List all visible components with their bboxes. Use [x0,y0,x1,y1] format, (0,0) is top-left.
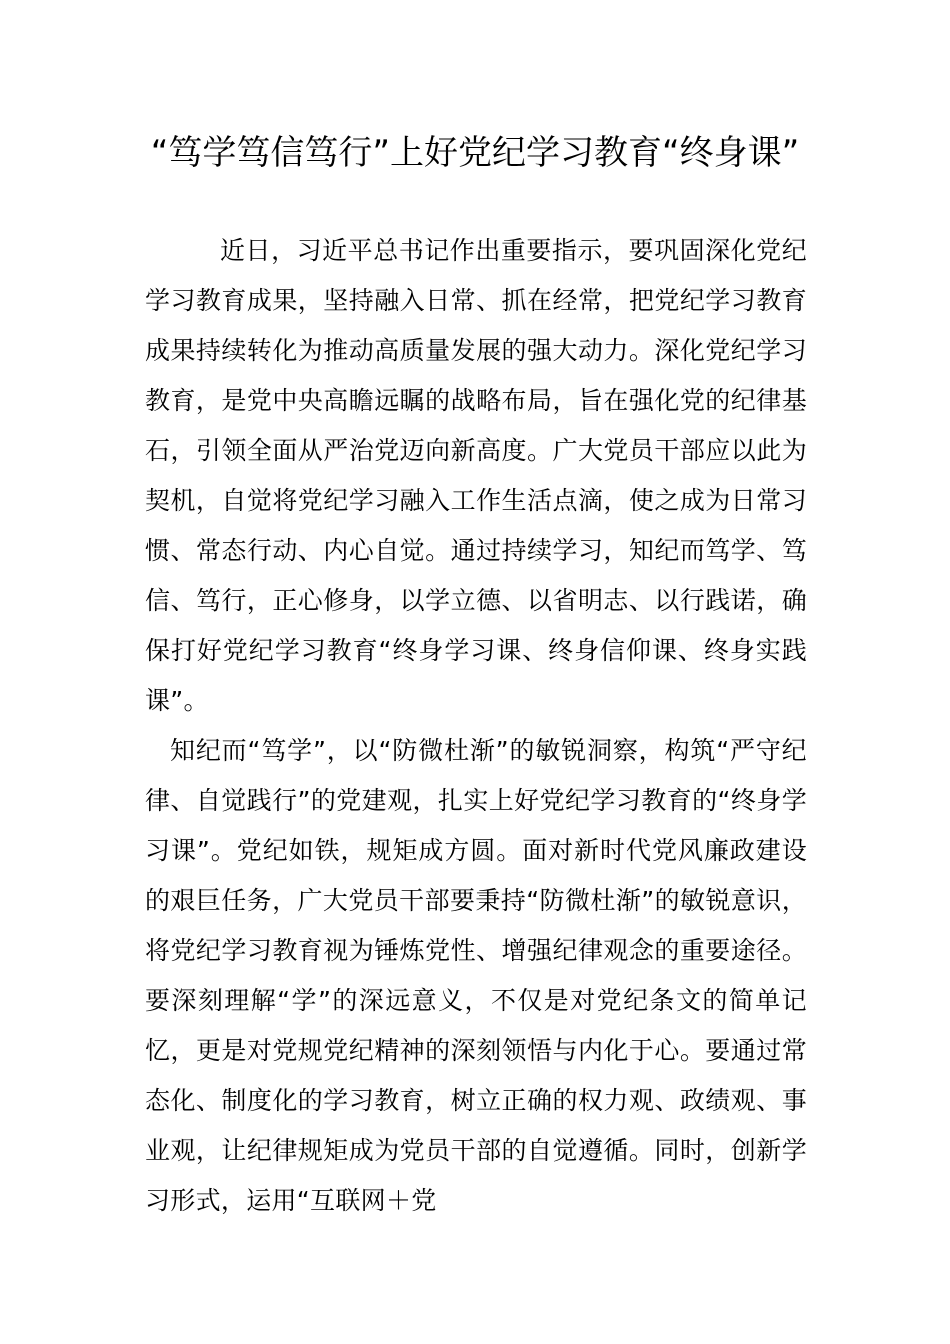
paragraph-1: 近日，习近平总书记作出重要指示，要巩固深化党纪学习教育成果，坚持融入日常、抓在经常，把党纪学习教育成果持续转化为推动高质量发展的强大动力。深化党纪学习教育，是党中央高瞻远瞩的战略布局，旨在强化党的纪律基石，引领全面从严治党迈向新高度。广大党员干部应以此为契机，自觉将党纪学习融入工作生活点滴，使之成为日常习惯、常态行动、内心自觉。通过持续学习，知纪而笃学、笃信、笃行，正心修身，以学立德、以省明志、以行践诺，确保打好党纪学习教育“终身学习课、终身信仰课、终身实践课”。 [145,236,807,715]
document-title: “笃学笃信笃行”上好党纪学习教育“终身课” [150,133,800,173]
document-body [145,226,807,1226]
paragraph-2: 知纪而“笃学”，以“防微杜渐”的敏锐洞察，构筑“严守纪律、自觉践行”的党建观，扎实上好党纪学习教育的“终身学习课”。党纪如铁，规矩成方圆。面对新时代党风廉政建设的艰巨任务，广大党员干部要秉持“防微杜渐”的敏锐意识，将党纪学习教育视为锤炼党性、增强纪律观念的重要途径。要深刻理解“学”的深远意义，不仅是对党纪条文的简单记忆，更是对党规党纪精神的深刻领悟与内化于心。要通过常态化、制度化的学习教育，树立正确的权力观、政绩观、事业观，让纪律规矩成为党员干部的自觉遵循。同时，创新学习形式，运用“互联网＋党 [145,736,807,1215]
